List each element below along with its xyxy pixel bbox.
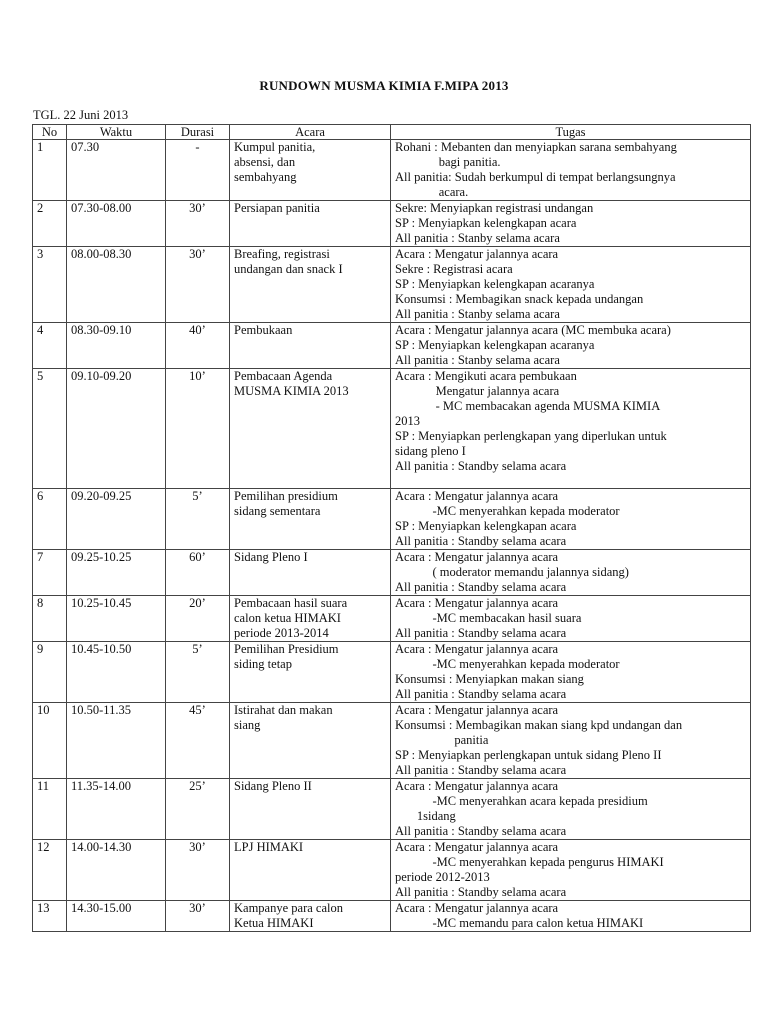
acara-line: periode 2013-2014 (234, 626, 329, 640)
acara-line: MUSMA KIMIA 2013 (234, 384, 349, 398)
cell-durasi: 5’ (166, 642, 230, 703)
cell-waktu: 14.30-15.00 (67, 901, 166, 932)
cell-waktu: 07.30 (67, 140, 166, 201)
table-row (33, 779, 751, 840)
acara-line: Persiapan panitia (234, 201, 320, 215)
cell-acara (230, 247, 391, 323)
tugas-line: panitia (395, 733, 489, 747)
table-row (33, 596, 751, 642)
acara-line: sembahyang (234, 170, 297, 184)
tugas-line: Sekre : Registrasi acara (395, 262, 513, 276)
cell-tugas (391, 247, 751, 323)
cell-durasi: 30’ (166, 840, 230, 901)
acara-line: Sidang Pleno I (234, 550, 308, 564)
tugas-line: -MC menyerahkan kepada pengurus HIMAKI (395, 855, 664, 869)
rundown-table (32, 124, 751, 932)
acara-line: Ketua HIMAKI (234, 916, 314, 930)
tugas-line: bagi panitia. (395, 155, 501, 169)
header-durasi: Durasi (166, 125, 230, 140)
table-header-row (33, 125, 751, 140)
tugas-line: All panitia : Stanby selama acara (395, 231, 560, 245)
cell-acara (230, 703, 391, 779)
cell-durasi: 45’ (166, 703, 230, 779)
cell-no: 2 (33, 201, 67, 247)
acara-line: LPJ HIMAKI (234, 840, 304, 854)
cell-durasi: 60’ (166, 550, 230, 596)
tugas-line: 2013 (395, 414, 420, 428)
tugas-line: Acara : Mengatur jalannya acara (395, 642, 559, 656)
tugas-line: All panitia : Stanby selama acara (395, 353, 560, 367)
cell-durasi: 30’ (166, 201, 230, 247)
table-row (33, 323, 751, 369)
acara-line: Kampanye para calon (234, 901, 343, 915)
cell-acara (230, 901, 391, 932)
acara-line: Pemilihan presidium (234, 489, 338, 503)
table-row (33, 642, 751, 703)
cell-waktu: 08.00-08.30 (67, 247, 166, 323)
cell-no: 9 (33, 642, 67, 703)
document-title: RUNDOWN MUSMA KIMIA F.MIPA 2013 (259, 78, 509, 93)
cell-tugas (391, 140, 751, 201)
table-row (33, 901, 751, 932)
acara-line: siang (234, 718, 261, 732)
cell-acara (230, 840, 391, 901)
table-row (33, 703, 751, 779)
cell-waktu: 10.45-10.50 (67, 642, 166, 703)
acara-line: sidang sementara (234, 504, 321, 518)
cell-durasi: 20’ (166, 596, 230, 642)
cell-no: 5 (33, 369, 67, 489)
acara-line: absensi, dan (234, 155, 296, 169)
tugas-line: SP : Menyiapkan kelengkapan acaranya (395, 277, 595, 291)
tugas-line: Konsumsi : Membagikan makan siang kpd undangan dan (395, 718, 683, 732)
header-no: No (33, 125, 67, 140)
table-row (33, 247, 751, 323)
table-row (33, 369, 751, 489)
tugas-line: 1sidang (395, 809, 456, 823)
cell-acara (230, 489, 391, 550)
tugas-line: All panitia : Standby selama acara (395, 687, 567, 701)
tugas-line: acara. (395, 185, 469, 199)
tugas-line: All panitia: Sudah berkumpul di tempat berlangsungnya (395, 170, 676, 184)
tugas-line: All panitia : Standby selama acara (395, 626, 567, 640)
tugas-line: Konsumsi : Membagikan snack kepada undangan (395, 292, 644, 306)
tugas-line: -MC membacakan hasil suara (395, 611, 582, 625)
cell-waktu: 09.10-09.20 (67, 369, 166, 489)
cell-no: 8 (33, 596, 67, 642)
tugas-line: Acara : Mengatur jalannya acara (395, 703, 559, 717)
cell-no: 3 (33, 247, 67, 323)
cell-acara (230, 642, 391, 703)
acara-line: undangan dan snack I (234, 262, 343, 276)
event-date: TGL. 22 Juni 2013 (33, 108, 129, 122)
acara-line: Breafing, registrasi (234, 247, 330, 261)
cell-waktu: 14.00-14.30 (67, 840, 166, 901)
cell-tugas (391, 642, 751, 703)
cell-acara (230, 140, 391, 201)
tugas-line: SP : Menyiapkan kelengkapan acara (395, 216, 577, 230)
header-acara: Acara (230, 125, 391, 140)
cell-tugas (391, 489, 751, 550)
header-tugas: Tugas (391, 125, 751, 140)
cell-no: 13 (33, 901, 67, 932)
cell-durasi: 10’ (166, 369, 230, 489)
tugas-line: Sekre: Menyiapkan registrasi undangan (395, 201, 594, 215)
cell-acara (230, 596, 391, 642)
cell-waktu: 09.20-09.25 (67, 489, 166, 550)
cell-waktu: 08.30-09.10 (67, 323, 166, 369)
tugas-line: Mengatur jalannya acara (395, 384, 560, 398)
cell-no: 11 (33, 779, 67, 840)
header-waktu: Waktu (67, 125, 166, 140)
tugas-line: All panitia : Standby selama acara (395, 885, 567, 899)
cell-tugas (391, 550, 751, 596)
tugas-line: -MC menyerahkan kepada moderator (395, 657, 620, 671)
tugas-line: Acara : Mengatur jalannya acara (395, 596, 559, 610)
tugas-line: SP : Menyiapkan perlengkapan untuk sidang Pleno II (395, 748, 662, 762)
cell-acara (230, 779, 391, 840)
tugas-line: periode 2012-2013 (395, 870, 490, 884)
cell-acara (230, 369, 391, 489)
tugas-line: All panitia : Stanby selama acara (395, 307, 560, 321)
cell-tugas (391, 779, 751, 840)
tugas-line: Konsumsi : Menyiapkan makan siang (395, 672, 584, 686)
acara-line: Sidang Pleno II (234, 779, 312, 793)
tugas-line: SP : Menyiapkan kelengkapan acara (395, 519, 577, 533)
cell-no: 4 (33, 323, 67, 369)
tugas-line: Acara : Mengatur jalannya acara (395, 840, 559, 854)
tugas-line: SP : Menyiapkan perlengkapan yang diperlukan untuk (395, 429, 667, 443)
cell-no: 6 (33, 489, 67, 550)
cell-acara (230, 323, 391, 369)
cell-no: 12 (33, 840, 67, 901)
tugas-line: -MC memandu para calon ketua HIMAKI (395, 916, 644, 930)
table-row (33, 489, 751, 550)
cell-durasi: - (166, 140, 230, 201)
tugas-line: Acara : Mengatur jalannya acara (395, 779, 559, 793)
cell-acara (230, 201, 391, 247)
cell-no: 1 (33, 140, 67, 201)
cell-tugas (391, 201, 751, 247)
cell-tugas (391, 840, 751, 901)
acara-line: Pembukaan (234, 323, 293, 337)
tugas-line: Acara : Mengatur jalannya acara (MC membuka acara) (395, 323, 671, 337)
cell-tugas (391, 901, 751, 932)
acara-line: Pembacaan Agenda (234, 369, 333, 383)
tugas-line: sidang pleno I (395, 444, 466, 458)
acara-line: Kumpul panitia, (234, 140, 316, 154)
cell-durasi: 5’ (166, 489, 230, 550)
tugas-line: Acara : Mengikuti acara pembukaan (395, 369, 577, 383)
tugas-line: All panitia : Standby selama acara (395, 459, 567, 473)
cell-tugas (391, 703, 751, 779)
acara-line: siding tetap (234, 657, 292, 671)
tugas-line: All panitia : Standby selama acara (395, 824, 567, 838)
tugas-line: - MC membacakan agenda MUSMA KIMIA (395, 399, 661, 413)
table-row (33, 550, 751, 596)
acara-line: Istirahat dan makan (234, 703, 333, 717)
table-row (33, 840, 751, 901)
tugas-line: ( moderator memandu jalannya sidang) (395, 565, 629, 579)
tugas-line: -MC menyerahkan kepada moderator (395, 504, 620, 518)
cell-no: 7 (33, 550, 67, 596)
table-row (33, 140, 751, 201)
tugas-line: Acara : Mengatur jalannya acara (395, 489, 559, 503)
cell-waktu: 09.25-10.25 (67, 550, 166, 596)
tugas-line: All panitia : Standby selama acara (395, 580, 567, 594)
cell-tugas (391, 596, 751, 642)
tugas-line: -MC menyerahkan acara kepada presidium (395, 794, 648, 808)
tugas-line: SP : Menyiapkan kelengkapan acaranya (395, 338, 595, 352)
acara-line: Pemilihan Presidium (234, 642, 339, 656)
cell-tugas (391, 323, 751, 369)
tugas-line: All panitia : Standby selama acara (395, 534, 567, 548)
tugas-line: All panitia : Standby selama acara (395, 763, 567, 777)
cell-durasi: 30’ (166, 901, 230, 932)
cell-acara (230, 550, 391, 596)
cell-durasi: 30’ (166, 247, 230, 323)
cell-waktu: 10.25-10.45 (67, 596, 166, 642)
cell-waktu: 07.30-08.00 (67, 201, 166, 247)
cell-no: 10 (33, 703, 67, 779)
acara-line: calon ketua HIMAKI (234, 611, 341, 625)
cell-durasi: 40’ (166, 323, 230, 369)
tugas-line: Acara : Mengatur jalannya acara (395, 901, 559, 915)
cell-durasi: 25’ (166, 779, 230, 840)
cell-tugas (391, 369, 751, 489)
tugas-line: Acara : Mengatur jalannya acara (395, 247, 559, 261)
tugas-line: Rohani : Mebanten dan menyiapkan sarana sembahyang (395, 140, 677, 154)
tugas-line: Acara : Mengatur jalannya acara (395, 550, 559, 564)
table-row (33, 201, 751, 247)
acara-line: Pembacaan hasil suara (234, 596, 348, 610)
cell-waktu: 10.50-11.35 (67, 703, 166, 779)
cell-waktu: 11.35-14.00 (67, 779, 166, 840)
